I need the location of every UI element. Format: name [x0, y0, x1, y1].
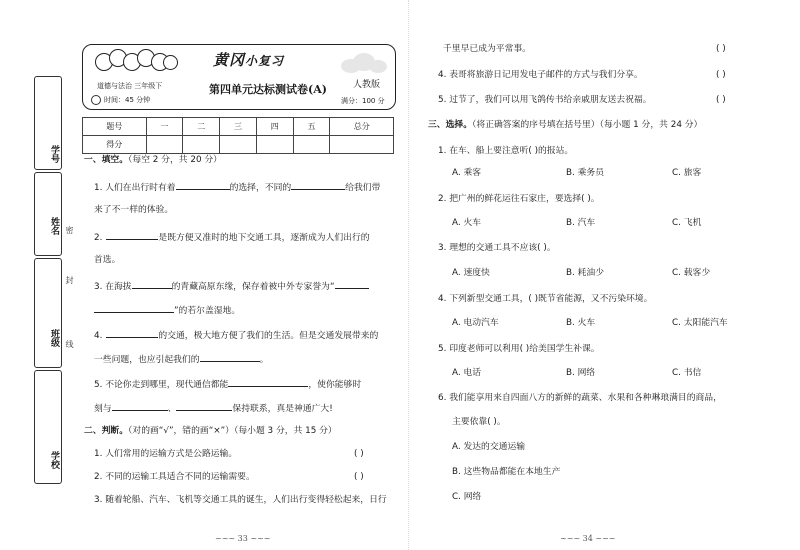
- fill-question-3: [94, 280, 369, 293]
- section-title: 二、判断。: [84, 426, 128, 436]
- name-box: [34, 172, 62, 256]
- question-text: ”的若尔盖湿地。: [174, 306, 241, 316]
- fill-question-2: [94, 231, 370, 244]
- choice-question-1: 1. 在车、船上要注意听( )的报站。: [438, 146, 574, 156]
- question-text: 5. 不论你走到哪里，现代通信都能: [94, 380, 229, 390]
- clock-icon: [91, 95, 101, 105]
- fill-question-5: [94, 378, 361, 391]
- question-text: 的选择，不同的: [229, 183, 292, 193]
- answer-paren[interactable]: ( ): [716, 70, 726, 80]
- choice-option: B. 网络: [566, 368, 596, 378]
- choice-option: B. 这些物品都能在本地生产: [452, 467, 561, 477]
- edition-label: 人教版: [353, 80, 381, 90]
- section-fill-blank-heading: [84, 155, 222, 166]
- section-title: 一、填空。: [84, 155, 128, 165]
- score-input-cell[interactable]: [330, 136, 394, 154]
- section-title: 三、选择。: [428, 120, 472, 130]
- page-number-left: ~~~ 33 ~~~: [215, 534, 271, 543]
- answer-blank[interactable]: [200, 353, 260, 362]
- choice-option: C. 载客少: [672, 268, 711, 278]
- score-table-cell: 一: [146, 118, 183, 136]
- answer-blank[interactable]: [112, 402, 168, 411]
- section-true-false-heading: [84, 426, 337, 437]
- question-text: 的交通，极大地方便了我们的生活。但是交通发展带来的: [158, 331, 379, 341]
- score-input-cell[interactable]: [183, 136, 220, 154]
- question-number: 4.: [94, 331, 103, 341]
- question-text: 保持联系，真是神通广大!: [232, 404, 333, 414]
- answer-blank[interactable]: [176, 181, 230, 190]
- answer-blank[interactable]: [176, 402, 232, 411]
- choice-option: C. 书信: [672, 368, 702, 378]
- exam-title: 第四单元达标测试卷(A): [209, 83, 327, 96]
- exam-header: [82, 44, 396, 110]
- choice-question-4: 4. 下列新型交通工具，( )既节省能源，又不污染环境。: [438, 294, 653, 304]
- class-label: 班级: [49, 329, 59, 347]
- answer-paren[interactable]: ( ): [354, 449, 364, 459]
- section-note: （每空 2 分，共 20 分）: [128, 155, 222, 165]
- judge-question-3: 3. 随着轮船、汽车、飞机等交通工具的诞生，人们出行变得轻松起来，日行: [94, 495, 387, 505]
- seal-mark: 封: [65, 276, 74, 284]
- answer-paren[interactable]: ( ): [716, 44, 726, 54]
- brand-sub: 小复习: [245, 54, 285, 68]
- score-input-cell[interactable]: [146, 136, 183, 154]
- question-text: 1. 人们在出行时有着: [94, 183, 176, 193]
- choice-option: A. 电动汽车: [452, 318, 499, 328]
- question-text: 刻与: [94, 404, 112, 414]
- score-table-header-row: [83, 118, 394, 136]
- question-text: 。: [259, 355, 269, 365]
- answer-blank[interactable]: [106, 329, 158, 338]
- score-table-cell: 二: [183, 118, 220, 136]
- brand-logo: [213, 49, 284, 70]
- choice-question-2: 2. 把广州的鲜花运往石家庄，要选择( )。: [438, 194, 600, 204]
- score-table-cell: 四: [256, 118, 293, 136]
- score-table: [82, 117, 394, 154]
- question-text: 给我们带: [345, 183, 381, 193]
- fill-question-5-cont: [94, 402, 333, 415]
- answer-blank[interactable]: [228, 378, 308, 387]
- school-label: 学校: [49, 451, 59, 469]
- score-table-cell: 三: [220, 118, 257, 136]
- question-text: 3. 在海拔: [94, 282, 132, 292]
- question-text: 的青藏高原东缘，保存着被中外专家誉为“: [171, 282, 335, 292]
- question-number: 2.: [94, 233, 103, 243]
- choice-option: A. 发达的交通运输: [452, 442, 526, 452]
- answer-paren[interactable]: ( ): [716, 95, 726, 105]
- choice-question-6-cont: 主要依靠( )。: [452, 417, 506, 427]
- question-text: 、: [167, 404, 177, 414]
- choice-option: A. 电话: [452, 368, 482, 378]
- fill-question-3-cont: [94, 304, 240, 317]
- choice-option: B. 火车: [566, 318, 596, 328]
- choice-option: A. 乘客: [452, 168, 482, 178]
- fill-question-1-cont: 来了不一样的体验。: [94, 205, 174, 215]
- choice-question-5: 5. 印度老师可以利用( )给美国学生补课。: [438, 344, 600, 354]
- score-table-cell: 五: [293, 118, 330, 136]
- choice-option: C. 旅客: [672, 168, 702, 178]
- fill-question-4-cont: [94, 353, 268, 366]
- cloud-decoration: [341, 53, 391, 75]
- seal-mark: 密: [65, 226, 74, 234]
- judge-question-1: 1. 人们常用的运输方式是公路运输。: [94, 449, 238, 459]
- judge-question-5: 5. 过节了，我们可以用飞鸽传书给亲戚朋友送去祝福。: [438, 95, 652, 105]
- answer-blank[interactable]: [94, 304, 174, 313]
- score-table-score-row: [83, 136, 394, 154]
- answer-blank[interactable]: [106, 231, 158, 240]
- fill-question-1: [94, 181, 380, 194]
- choice-question-3: 3. 理想的交通工具不应该( )。: [438, 243, 556, 253]
- section-note: （将正确答案的序号填在括号里）（每小题 1 分，共 24 分）: [472, 120, 703, 130]
- choice-option: A. 火车: [452, 218, 482, 228]
- seal-mark: 线: [65, 340, 74, 348]
- children-illustration: [95, 49, 179, 73]
- student-id-box: [34, 76, 62, 170]
- judge-question-3-cont: 千里早已成为平常事。: [443, 44, 531, 54]
- time-text: 时间：45 分钟: [104, 96, 151, 104]
- score-table-cell: 总分: [330, 118, 394, 136]
- choice-option: C. 网络: [452, 492, 482, 502]
- score-input-cell[interactable]: [220, 136, 257, 154]
- school-box: [34, 370, 62, 484]
- question-text: ，使你能够时: [308, 380, 362, 390]
- score-input-cell[interactable]: [256, 136, 293, 154]
- page-fold-divider: [408, 0, 409, 550]
- answer-blank[interactable]: [335, 280, 369, 289]
- page-number: 33: [237, 534, 248, 543]
- student-id-label: 学号: [49, 145, 59, 163]
- choice-option: C. 飞机: [672, 218, 702, 228]
- judge-question-2: 2. 不同的运输工具适合不同的运输需要。: [94, 472, 255, 482]
- judge-question-4: 4. 表哥将旅游日记用发电子邮件的方式与我们分享。: [438, 70, 643, 80]
- page-number-right: ~~~ 34 ~~~: [560, 534, 616, 543]
- subject-grade: 道德与法治 三年级下: [97, 82, 163, 90]
- full-score: 满分：100 分: [341, 97, 385, 105]
- answer-blank[interactable]: [291, 181, 345, 190]
- fill-question-2-cont: 首选。: [94, 255, 121, 265]
- section-note: （对的画“√”，错的画“×”）（每小题 3 分，共 15 分）: [128, 426, 337, 436]
- question-text: 一些问题，也应引起我们的: [94, 355, 200, 365]
- choice-question-6: 6. 我们能享用来自四面八方的新鲜的蔬菜、水果和各种琳琅满目的商品，: [438, 393, 722, 403]
- binding-strip: [0, 0, 80, 550]
- choice-option: B. 乘务员: [566, 168, 605, 178]
- score-row-label: 得分: [83, 136, 147, 154]
- name-label: 姓名: [49, 217, 59, 235]
- choice-option: C. 太阳能汽车: [672, 318, 728, 328]
- choice-option: B. 汽车: [566, 218, 596, 228]
- score-table-cell: 题号: [83, 118, 147, 136]
- fill-question-4: [94, 329, 378, 342]
- class-box: [34, 258, 62, 368]
- choice-option: B. 耗油少: [566, 268, 605, 278]
- question-text: 是既方便又准时的地下交通工具，逐渐成为人们出行的: [158, 233, 370, 243]
- choice-option: A. 速度快: [452, 268, 490, 278]
- answer-blank[interactable]: [132, 280, 172, 289]
- score-input-cell[interactable]: [293, 136, 330, 154]
- page-number: 34: [582, 534, 593, 543]
- time-limit: [91, 95, 150, 105]
- brand-main: 黄冈: [213, 51, 246, 69]
- answer-paren[interactable]: ( ): [354, 472, 364, 482]
- section-choice-heading: [428, 120, 702, 131]
